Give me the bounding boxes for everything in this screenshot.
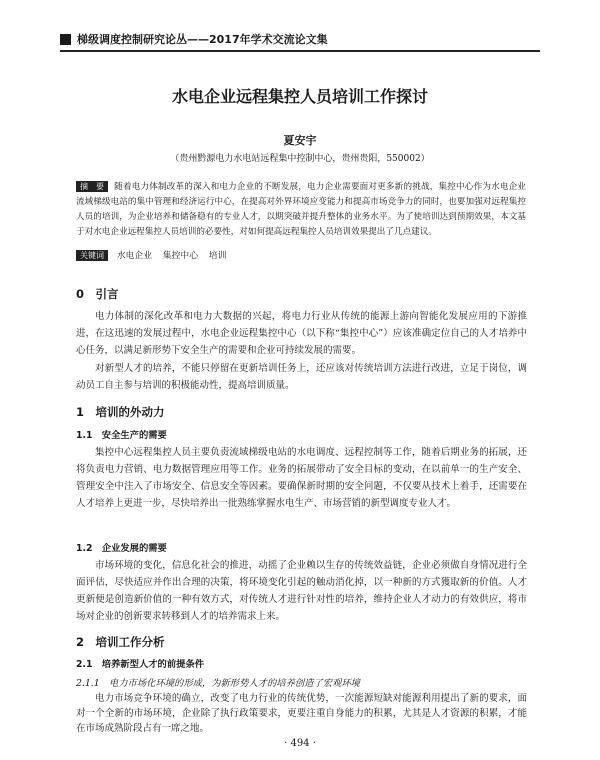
section-heading-0: 0 引言	[76, 287, 119, 301]
author-affiliation: （贵州黔源电力水电站远程集中控制中心，贵州贵阳，550002）	[170, 154, 430, 164]
abstract	[76, 180, 526, 240]
paragraph: 市场环境的变化，信息化社会的推进，动摇了企业赖以生存的传统效益链，企业必须做自身情况进行全面评估，尽快适应并作出合理的决策，将环境变化引起的触动消化掉，以一种新的方式獲取新的价值。人才更新便是创造新价值的一种有效方式，对传统人才进行针对性的培养，维持企业人才动力的有效供应，将市场对企业的创新要求转移到人才的培养需求上来。	[76, 560, 527, 622]
paragraph: 集控中心远程集控人员主要负责流域梯级电站的水电调度、远程控制等工作，随着后期业务的拓展，还将负责电力营销、电力数据管理应用等工作。业务的拓展带动了安全目标的变动，在以前单一的生产安全、管理安全中注入了市场安全、信息安全等因素。要确保新时期的安全问题，不仅要从技术上着手，还需要在人才培养上更进一步，尽快培养出一批熟练掌握水电生产、市场营销的新型调度专业人才。	[76, 447, 527, 509]
paragraph: 电力体制的深化改革和电力大数据的兴起，将电力行业从传统的能源上游向智能化发展应用的下游推进，在这迅速的发展过程中，水电企业远程集控中心（以下称“集控中心”）应该准确定位自己的人才培养中心任务，以满足新形势下安全生产的需要和企业可持续发展的需要。	[76, 311, 527, 356]
author-name: 夏安宇	[283, 134, 317, 147]
paper-title: 水电企业远程集控人员培训工作探讨	[171, 87, 428, 106]
section-heading-2: 2 培训工作分析	[76, 635, 165, 649]
paragraph: 电力市场竞争环境的确立，改变了电力行业的传统优势，一次能源短缺对能源利用提出了新的要求，面对一个全新的市场环境，企业除了执行政策要求，更要注重自身能力的积累，尤其是人才资源的积累，才能在市场成熟阶段占有一席之地。	[76, 693, 527, 734]
keywords	[76, 248, 234, 261]
running-header	[60, 28, 540, 52]
keyword: 集控中心	[162, 251, 198, 261]
subsection-heading-1-2: 1.2 企业发展的需要	[76, 543, 167, 554]
header-square-icon	[60, 34, 71, 45]
subsection-heading-2-1: 2.1 培养新型人才的前提条件	[76, 659, 205, 670]
abstract-tag: 摘 要	[76, 181, 108, 192]
keywords-tag: 关键词	[76, 250, 108, 261]
subsubsection-heading-2-1-1: 2.1.1 电力市场化环境的形成，为新形势人才的培养创造了宏观环境	[76, 678, 360, 689]
page-number: · 494 ·	[284, 738, 316, 749]
abstract-text: 随着电力体制改革的深入和电力企业的不断发展，电力企业需要面对更多新的挑战，集控中心作为水电企业流域梯级电站的集中管理和经济运行中心，在提高对外界环境应变能力和提高市场竞争力的同时，也要加强对远程集控人员的培训，为企业培养和储备稳有的专业人才，以期突破并提升整体的业务水平。为了使培训达到预期效果，本文基于对水电企业远程集控人员培训的必要性，对如何提高远程集控人员培训效果提出了几点建议。	[76, 182, 526, 237]
keyword: 水电企业	[116, 251, 152, 261]
subsection-heading-1-1: 1.1 安全生产的需要	[76, 430, 167, 441]
keyword: 培训	[208, 251, 227, 261]
paragraph: 对新型人才的培养，不能只停留在更新培训任务上，还应该对传统培训方法进行改进，立足于岗位，调动员工自主参与培训的积极能动性，提高培训质量。	[76, 363, 527, 391]
section-heading-1: 1 培训的外动力	[76, 405, 165, 419]
running-header-text: 梯级调度控制研究论丛——2017年学术交流论文集	[77, 33, 328, 46]
